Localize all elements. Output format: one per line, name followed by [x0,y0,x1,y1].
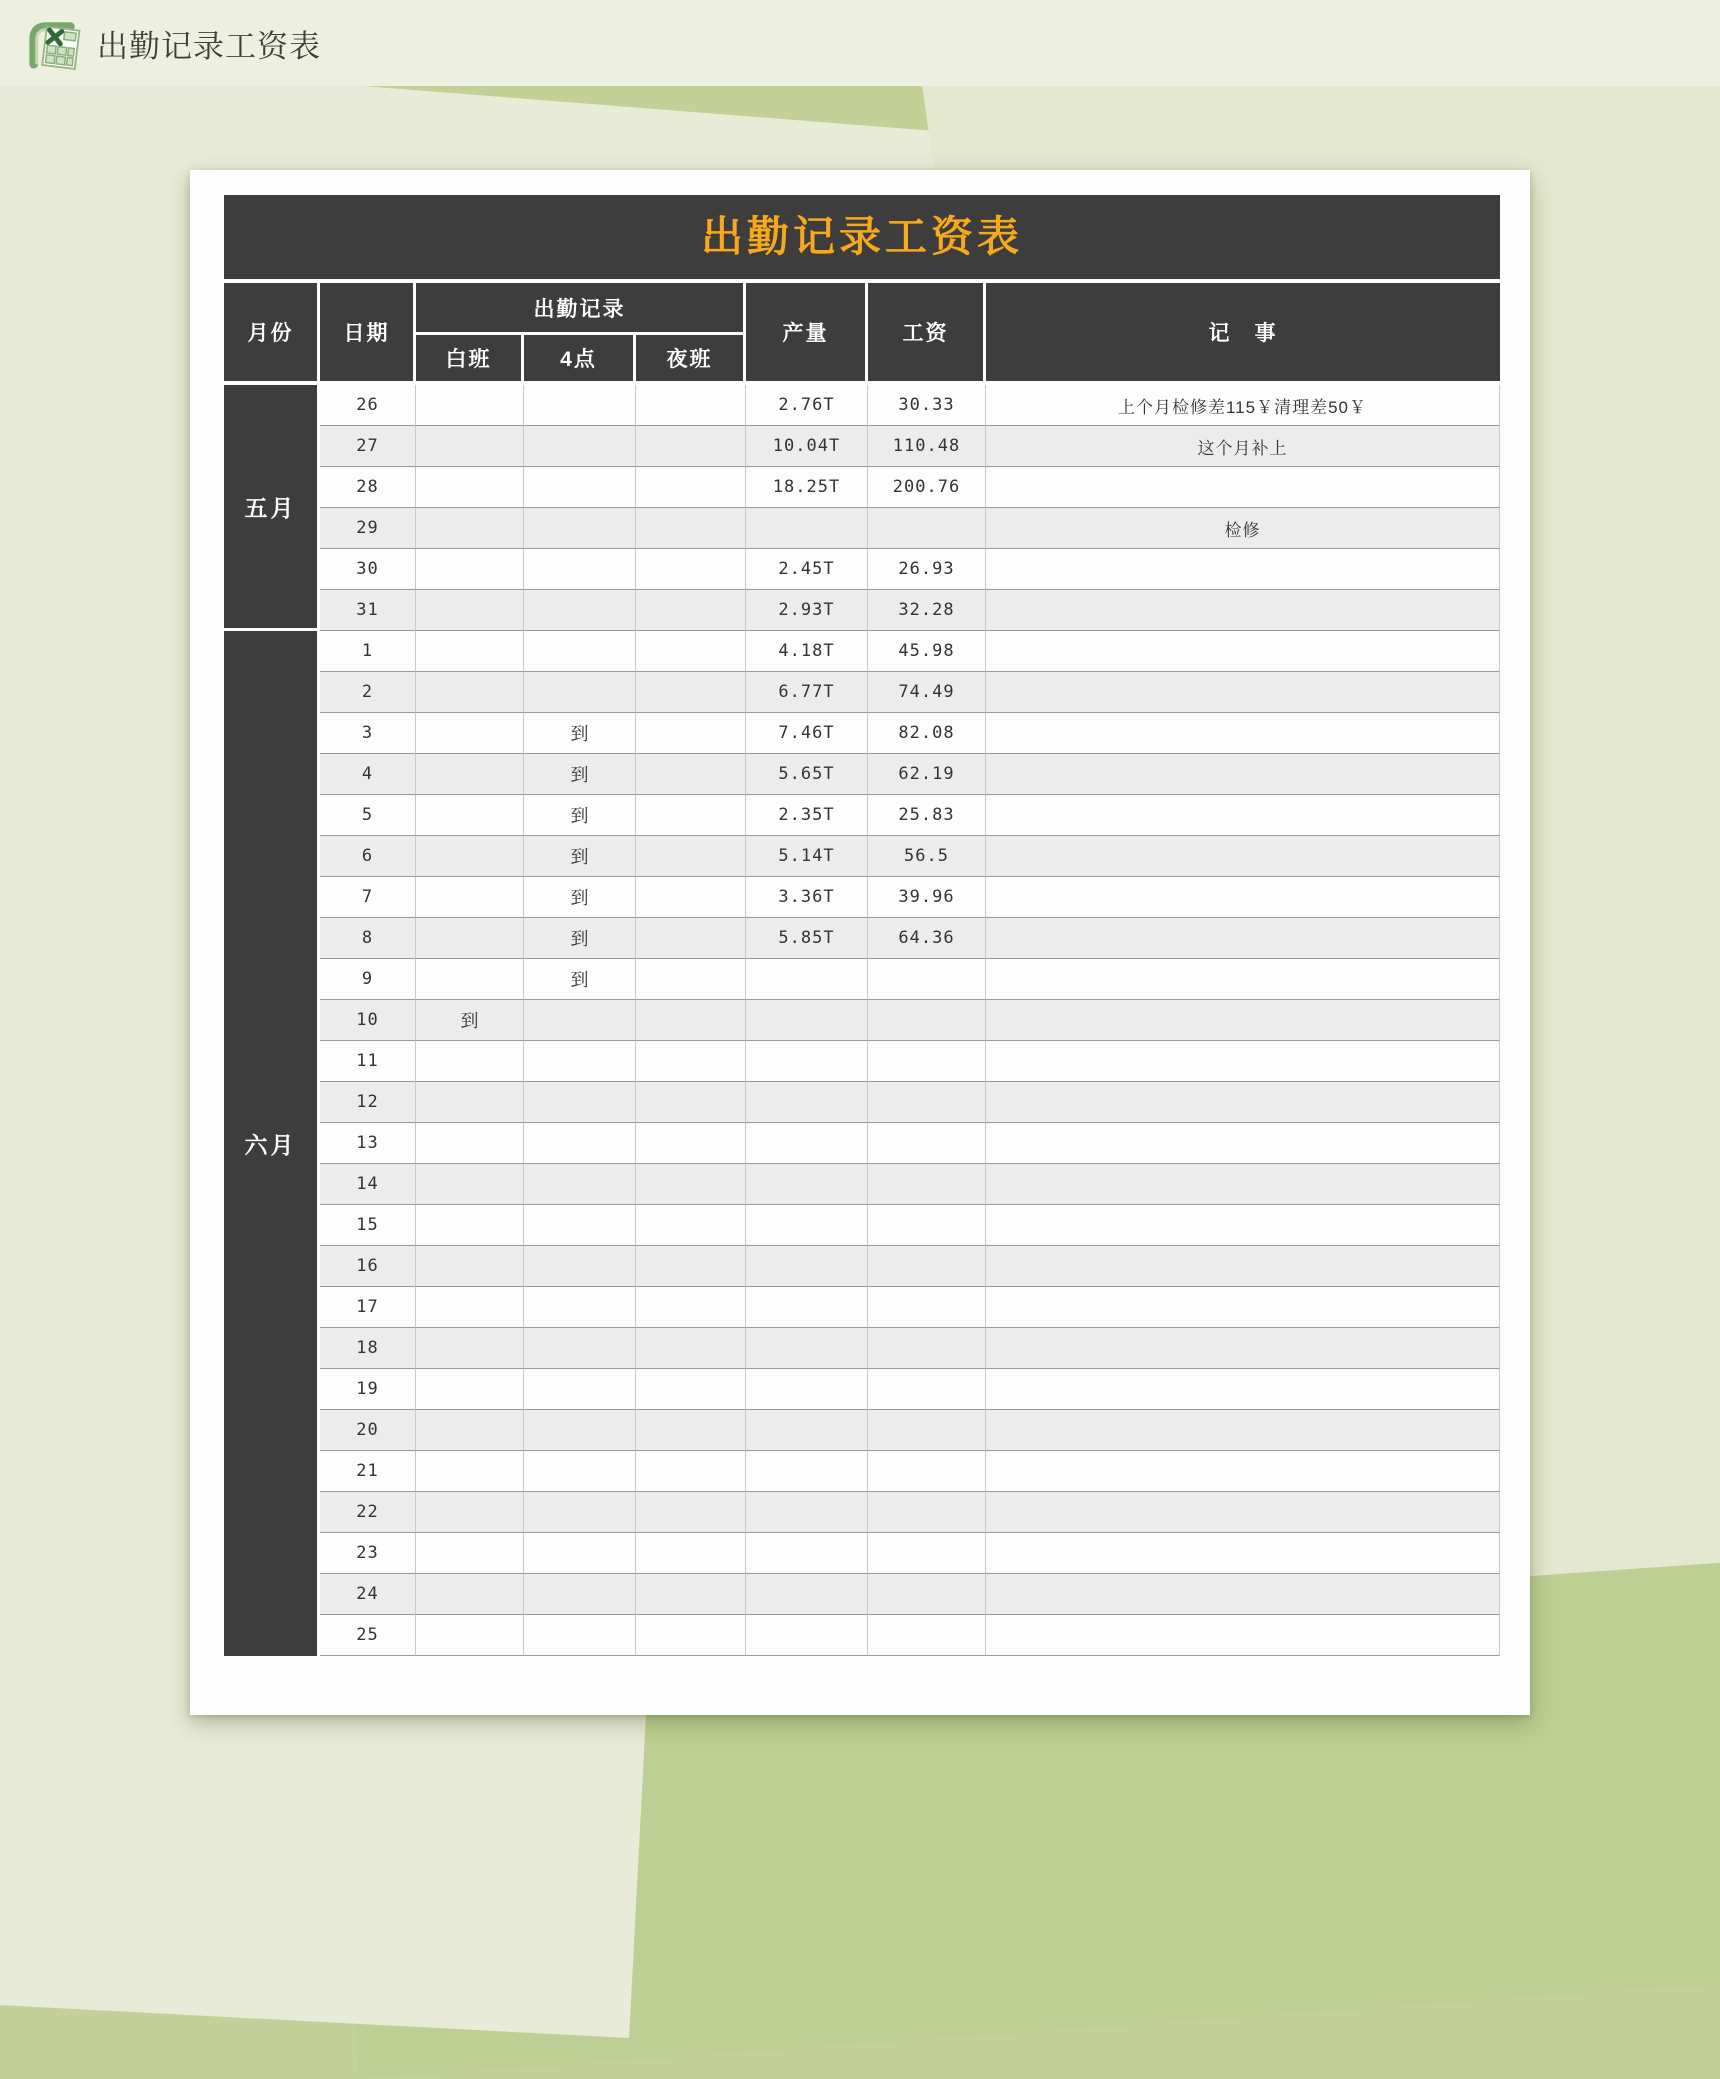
cell-date: 26 [320,385,416,426]
cell-night-shift [636,1287,746,1328]
cell-date: 1 [320,631,416,672]
cell-output [746,1328,868,1369]
topbar [0,0,1720,86]
cell-four-oclock [524,631,636,672]
cell-night-shift [636,1246,746,1287]
page-title: 出勤记录工资表 [97,28,321,64]
cell-night-shift [636,959,746,1000]
table-title: 出勤记录工资表 [224,195,1500,279]
cell-day-shift [416,959,524,1000]
cell-night-shift [636,1492,746,1533]
cell-date: 19 [320,1369,416,1410]
cell-note [986,467,1500,508]
cell-day-shift [416,918,524,959]
cell-night-shift [636,1533,746,1574]
cell-note [986,1369,1500,1410]
excel-icon [24,16,82,70]
cell-night-shift [636,1164,746,1205]
cell-output [746,1369,868,1410]
cell-note [986,1615,1500,1656]
cell-output [746,1123,868,1164]
cell-date: 23 [320,1533,416,1574]
cell-output: 2.76T [746,385,868,426]
cell-four-oclock [524,1000,636,1041]
cell-output [746,1574,868,1615]
cell-four-oclock [524,508,636,549]
cell-date: 16 [320,1246,416,1287]
cell-wage: 25.83 [868,795,986,836]
cell-night-shift [636,672,746,713]
month-cell: 五月 [224,385,320,631]
cell-wage [868,1615,986,1656]
cell-output: 2.45T [746,549,868,590]
cell-wage: 45.98 [868,631,986,672]
cell-night-shift [636,467,746,508]
cell-wage [868,1000,986,1041]
cell-four-oclock [524,1574,636,1615]
cell-day-shift [416,754,524,795]
cell-wage [868,1574,986,1615]
cell-day-shift [416,426,524,467]
cell-note [986,590,1500,631]
cell-output [746,1533,868,1574]
cell-wage: 200.76 [868,467,986,508]
cell-date: 4 [320,754,416,795]
cell-wage [868,1205,986,1246]
cell-day-shift [416,549,524,590]
cell-night-shift [636,877,746,918]
cell-note [986,1000,1500,1041]
cell-note: 检修 [986,508,1500,549]
cell-night-shift [636,1369,746,1410]
cell-note [986,1533,1500,1574]
cell-wage: 82.08 [868,713,986,754]
cell-date: 15 [320,1205,416,1246]
header-four-oclock: 4点 [524,335,636,381]
cell-date: 10 [320,1000,416,1041]
cell-night-shift [636,385,746,426]
cell-night-shift [636,1615,746,1656]
cell-night-shift [636,1410,746,1451]
cell-note [986,1164,1500,1205]
cell-day-shift [416,1369,524,1410]
cell-wage [868,1410,986,1451]
cell-output: 4.18T [746,631,868,672]
cell-date: 25 [320,1615,416,1656]
cell-night-shift [636,918,746,959]
cell-day-shift [416,836,524,877]
cell-wage: 32.28 [868,590,986,631]
table-body [224,385,1500,1656]
cell-day-shift [416,631,524,672]
cell-day-shift [416,1574,524,1615]
cell-note [986,1082,1500,1123]
cell-output [746,1082,868,1123]
cell-date: 31 [320,590,416,631]
cell-wage [868,1287,986,1328]
cell-four-oclock [524,549,636,590]
cell-four-oclock [524,1615,636,1656]
cell-day-shift [416,1123,524,1164]
cell-note [986,1246,1500,1287]
cell-day-shift [416,385,524,426]
cell-night-shift [636,1451,746,1492]
cell-output [746,508,868,549]
cell-date: 14 [320,1164,416,1205]
cell-output [746,1164,868,1205]
cell-note [986,1574,1500,1615]
cell-wage: 56.5 [868,836,986,877]
cell-wage: 26.93 [868,549,986,590]
cell-date: 12 [320,1082,416,1123]
cell-four-oclock [524,1451,636,1492]
cell-day-shift [416,1451,524,1492]
cell-night-shift [636,1082,746,1123]
cell-wage [868,1246,986,1287]
cell-day-shift [416,1205,524,1246]
cell-day-shift [416,590,524,631]
cell-note [986,795,1500,836]
cell-output: 3.36T [746,877,868,918]
cell-wage [868,1492,986,1533]
cell-note [986,918,1500,959]
cell-four-oclock [524,1164,636,1205]
cell-wage [868,1369,986,1410]
cell-note: 上个月检修差115￥清理差50￥ [986,385,1500,426]
cell-output [746,1451,868,1492]
cell-output: 18.25T [746,467,868,508]
cell-four-oclock [524,1328,636,1369]
cell-note [986,1287,1500,1328]
cell-output [746,1246,868,1287]
cell-wage [868,1164,986,1205]
cell-four-oclock: 到 [524,754,636,795]
cell-wage [868,1123,986,1164]
cell-wage: 64.36 [868,918,986,959]
header-wage: 工资 [868,283,986,381]
cell-output: 6.77T [746,672,868,713]
cell-four-oclock: 到 [524,877,636,918]
cell-night-shift [636,426,746,467]
cell-day-shift [416,795,524,836]
cell-wage: 74.49 [868,672,986,713]
cell-date: 30 [320,549,416,590]
cell-note [986,1328,1500,1369]
cell-wage [868,508,986,549]
cell-four-oclock [524,426,636,467]
cell-four-oclock [524,385,636,426]
cell-output [746,1041,868,1082]
cell-date: 18 [320,1328,416,1369]
cell-day-shift [416,1246,524,1287]
header-attendance-group: 出勤记录 [416,283,746,335]
cell-wage [868,1533,986,1574]
cell-date: 9 [320,959,416,1000]
cell-wage [868,1041,986,1082]
cell-night-shift [636,1123,746,1164]
cell-day-shift [416,713,524,754]
cell-four-oclock: 到 [524,918,636,959]
cell-day-shift [416,1164,524,1205]
cell-note [986,1451,1500,1492]
cell-output: 7.46T [746,713,868,754]
cell-night-shift [636,836,746,877]
cell-four-oclock [524,1410,636,1451]
cell-night-shift [636,713,746,754]
cell-date: 5 [320,795,416,836]
cell-wage [868,959,986,1000]
cell-night-shift [636,549,746,590]
cell-output: 10.04T [746,426,868,467]
cell-four-oclock [524,1082,636,1123]
cell-note [986,713,1500,754]
header-night-shift: 夜班 [636,335,746,381]
table-header [224,283,1500,381]
cell-night-shift [636,1000,746,1041]
cell-wage: 62.19 [868,754,986,795]
cell-four-oclock: 到 [524,713,636,754]
cell-date: 11 [320,1041,416,1082]
cell-note [986,959,1500,1000]
cell-four-oclock [524,1123,636,1164]
cell-four-oclock [524,672,636,713]
header-notes: 记 事 [986,283,1500,381]
cell-four-oclock [524,1041,636,1082]
cell-output [746,1410,868,1451]
cell-note [986,1410,1500,1451]
cell-output [746,959,868,1000]
cell-night-shift [636,1205,746,1246]
cell-night-shift [636,795,746,836]
cell-date: 13 [320,1123,416,1164]
cell-output [746,1287,868,1328]
cell-wage: 30.33 [868,385,986,426]
header-output: 产量 [746,283,868,381]
header-date: 日期 [320,283,416,381]
cell-night-shift [636,508,746,549]
cell-output: 2.35T [746,795,868,836]
cell-night-shift [636,631,746,672]
cell-date: 3 [320,713,416,754]
cell-four-oclock [524,1246,636,1287]
cell-wage [868,1328,986,1369]
cell-day-shift [416,1041,524,1082]
cell-output: 2.93T [746,590,868,631]
cell-wage: 39.96 [868,877,986,918]
cell-output [746,1615,868,1656]
cell-output [746,1000,868,1041]
cell-date: 24 [320,1574,416,1615]
cell-output: 5.65T [746,754,868,795]
cell-date: 20 [320,1410,416,1451]
cell-four-oclock: 到 [524,959,636,1000]
cell-day-shift: 到 [416,1000,524,1041]
cell-day-shift [416,1082,524,1123]
cell-day-shift [416,877,524,918]
cell-four-oclock: 到 [524,795,636,836]
header-month: 月份 [224,283,320,381]
cell-night-shift [636,1041,746,1082]
cell-note [986,754,1500,795]
cell-date: 29 [320,508,416,549]
header-day-shift: 白班 [416,335,524,381]
cell-day-shift [416,1492,524,1533]
cell-note [986,877,1500,918]
cell-four-oclock [524,1205,636,1246]
cell-day-shift [416,1410,524,1451]
cell-four-oclock [524,590,636,631]
cell-note [986,1205,1500,1246]
cell-note [986,836,1500,877]
cell-night-shift [636,1328,746,1369]
cell-note [986,631,1500,672]
cell-day-shift [416,1615,524,1656]
cell-wage [868,1451,986,1492]
cell-date: 8 [320,918,416,959]
cell-output: 5.14T [746,836,868,877]
cell-wage [868,1082,986,1123]
cell-date: 6 [320,836,416,877]
cell-wage: 110.48 [868,426,986,467]
cell-output [746,1205,868,1246]
cell-date: 22 [320,1492,416,1533]
cell-four-oclock [524,1533,636,1574]
spreadsheet-paper [190,170,1530,1715]
cell-day-shift [416,1328,524,1369]
cell-four-oclock: 到 [524,836,636,877]
cell-night-shift [636,754,746,795]
cell-note [986,1041,1500,1082]
cell-date: 17 [320,1287,416,1328]
cell-day-shift [416,672,524,713]
cell-note [986,549,1500,590]
cell-note: 这个月补上 [986,426,1500,467]
cell-note [986,1123,1500,1164]
cell-date: 28 [320,467,416,508]
cell-output: 5.85T [746,918,868,959]
cell-day-shift [416,1533,524,1574]
cell-day-shift [416,1287,524,1328]
cell-day-shift [416,467,524,508]
cell-day-shift [416,508,524,549]
cell-four-oclock [524,1287,636,1328]
cell-date: 7 [320,877,416,918]
cell-date: 2 [320,672,416,713]
month-cell: 六月 [224,631,320,1656]
cell-note [986,672,1500,713]
cell-note [986,1492,1500,1533]
cell-four-oclock [524,1369,636,1410]
cell-date: 27 [320,426,416,467]
cell-date: 21 [320,1451,416,1492]
cell-four-oclock [524,1492,636,1533]
cell-night-shift [636,590,746,631]
cell-output [746,1492,868,1533]
cell-four-oclock [524,467,636,508]
cell-night-shift [636,1574,746,1615]
